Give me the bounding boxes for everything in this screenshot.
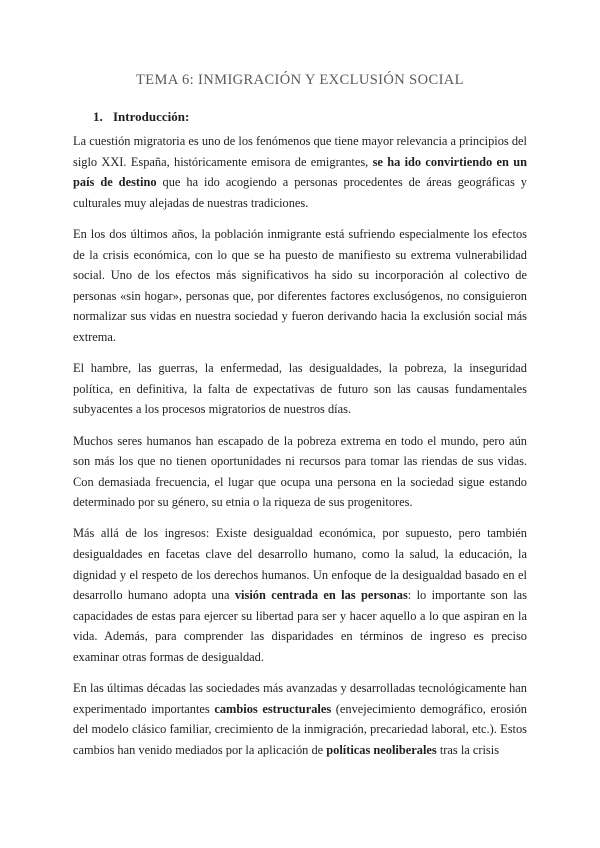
paragraph-5-text-b: : lo importante son las capacidades de estas para ejercer su libertad para ser y hacer aquello a lo que aspiran en la vida. Además, para comprender las disparidades en términos de ingreso es preciso examinar otras formas de desigualdad.: [73, 588, 528, 665]
paragraph-6-text-b: (envejecimiento demográfico, erosión del modelo clásico familiar, crecimiento de la inmigración, precariedad laboral, etc.). Estos cambios han venido mediados por la aplicación de: [73, 701, 527, 757]
paragraph-1: [73, 131, 527, 213]
paragraph-5-bold: visión centrada en las personas: [234, 588, 408, 603]
section-heading-text: Introducción:: [113, 109, 190, 124]
paragraph-3: El hambre, las guerras, la enfermedad, las desigualdades, la pobreza, la inseguridad política, en definitiva, la falta de expectativas de futuro son las causas fundamentales subyacentes a los procesos migratorios de nuestros días.: [73, 361, 527, 417]
paragraph-1-text-b: que ha ido acogiendo a personas procedentes de áreas geográficas y culturales muy alejadas de nuestras tradiciones.: [73, 175, 527, 210]
paragraph-6-bold-a: cambios estructurales: [214, 701, 332, 716]
section-number: 1.: [93, 109, 103, 124]
paragraph-5: [73, 523, 527, 667]
paragraph-6-bold-b: políticas neoliberales: [326, 743, 437, 757]
paragraph-1-text-a: La cuestión migratoria es uno de los fenómenos que tiene mayor relevancia a principios del siglo XXI. España, históricamente emisora de emigrantes,: [73, 134, 527, 169]
section-heading: [93, 107, 527, 127]
paragraph-6: [73, 678, 527, 760]
paragraph-6-text-c: tras la crisis: [436, 743, 500, 757]
paragraph-6-text-a: En las últimas décadas las sociedades más avanzadas y desarrolladas tecnológicamente han experimentado importantes: [73, 681, 527, 716]
paragraph-1-bold: se ha ido convirtiendo en un país de destino: [73, 154, 527, 190]
document-title: TEMA 6: INMIGRACIÓN Y EXCLUSIÓN SOCIAL: [136, 72, 464, 88]
paragraph-5-text-a: Más allá de los ingresos: Existe desigualdad económica, por supuesto, pero también desigualdades en facetas clave del desarrollo humano, como la salud, la educación, la dignidad y el respeto de los derechos humanos. Un enfoque de la desigualdad basado en el desarrollo humano adopta una: [73, 526, 527, 603]
paragraph-4: Muchos seres humanos han escapado de la pobreza extrema en todo el mundo, pero aún son más los que no tienen oportunidades ni recursos para tomar las riendas de sus vidas. Con demasiada frecuencia, el lugar que ocupa una persona en la sociedad sigue estando determinado por su género, su etnia o la riqueza de sus progenitores.: [73, 433, 527, 510]
paragraph-2: En los dos últimos años, la población inmigrante está sufriendo especialmente los efectos de la crisis económica, con lo que se ha puesto de manifiesto su extrema vulnerabilidad social. Uno de los efectos más significativos ha sido su incorporación al colectivo de personas «sin hogar», personas que, por diferentes factores exclusógenos, no consiguieron normalizar sus vidas en nuestra sociedad y fueron derivando hacia la exclusión social más extrema.: [73, 226, 527, 344]
